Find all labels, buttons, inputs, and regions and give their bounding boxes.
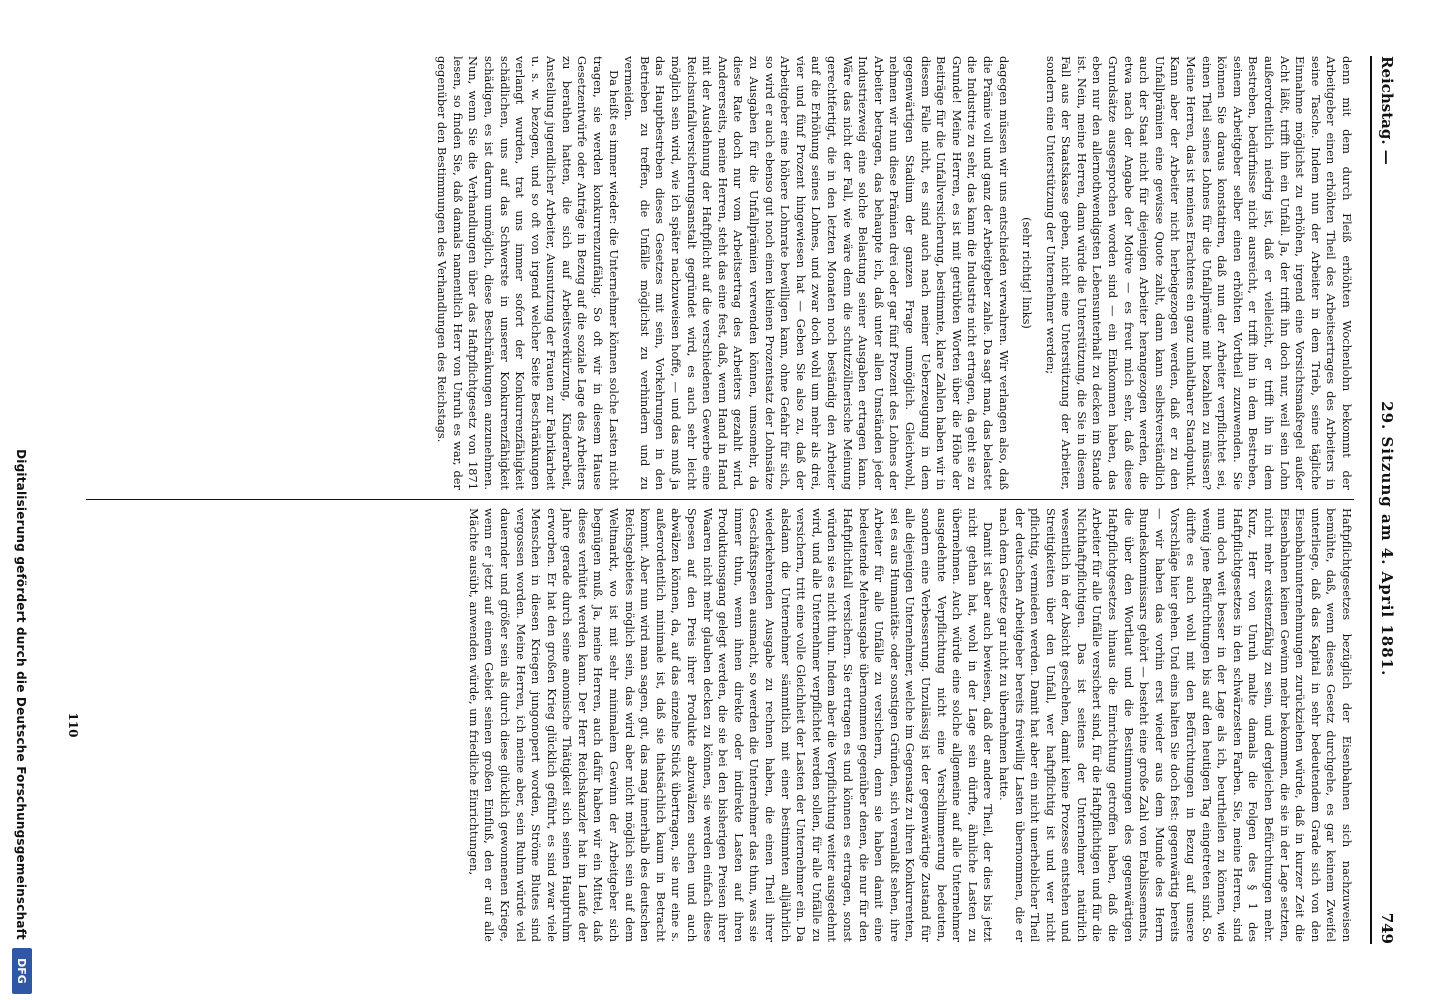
header-left: Reichstag. —: [1378, 56, 1396, 165]
paragraph: dagegen müssen wir uns entschieden verwahren. Wir verlangen also, daß die Prämie voll und ganz der Arbeitgeber zahle. Da sagt man, das belastet die Industrie zu sehr, das kann die Industrie nicht ertragen, da geht sie zu Grunde! Meine Herren, es ist mit getrübten Worten über die Höhe der Beiträge für die Unfallversicherung, bestimmte, klare Zahlen haben wir in diesem Falle nicht, es sind auch nach meiner Ueberzeugung in dem gegenwärtigen Stadium der ganzen Frage unmöglich. Gleichwohl, nehmen wir nun diese Prämien drei oder gar fünf Prozent des Lohnes der Arbeiter betragen, das behaupte ich, daß unter allen Umständen jeder Industriezweig eine solche Belastung seiner Ausgaben ertragen kann. Wäre das nicht der Fall, wie wäre denn die schutzzöllnerische Meinung gerechtfertigt, die in den letzten Monaten noch beständig den Arbeiter auf die Erhöhung seines Lohnes, und zwar doch wohl um mehr als drei, vier und fünf Prozent hingewiesen hat — Geben Sie also zu, daß der Arbeitgeber eine höhere Lohnrate bewilligen kann, ohne Gefahr für sich, so wird er auch ebenso gut noch einen kleinen Prozentsatz der Lohnsätze zu Ausgaben für die Unfallprämien verwenden können, umsomehr, da diese Rate doch nur vom Arbeitsertrag des Arbeiters gezahlt wird. Andererseits, meine Herren, steht das eine fest, daß, wenn Hand in Hand mit der Ausdehnung der Haftpflicht auf die verschiedenen Gewerbe eine Reichsunfallversicherungsanstalt gegründet wird, es auch sehr leicht möglich sein wird, wie ich später nachzuweisen hoffe, — und das muß ja das Hauptbestreben dieses Gesetzes mit sein, Vorkehrungen in den Betrieben zu treffen, die Unfälle möglichst zu verhindern und zu vermeiden.: [622, 56, 1011, 490]
header-session-date: 29. Sitzung am 4. April 1881.: [1378, 401, 1396, 677]
paragraph: denn mit dem durch Fleiß erhöhten Wochenlohn bekommt der Arbeitgeber einen erhöhten Theil des Arbeitsertrages des Arbeiters in seine Tasche. Indem nun der Arbeiter in dem Trieb, seine tägliche Einnahme möglichst zu erhöhen, irgend eine Vorsichtsmaßregel außer Acht läßt, trifft ihn ein Unfall. Ja, der trifft ihn doch nur, weil sein Lohn außerordentlich niedrig ist, daß er vielleicht, er trifft ihn in dem Bestreben, bedürfnisse nicht ausreicht, er trifft ihn in dem Bestreben, seinem Arbeitgeber selber einen erhöhten Vortheil zuzuwenden. Sie können Sie daraus konstatiren, daß nun der Arbeiter verpflichtet sei, einen Theil seines Lohnes für die Unfallprämie mit bezahlen zu müssen? Meine Herren, das ist meines Erachtens ein ganz unhaltbarer Standpunkt. Kann aber der Arbeiter nicht herbeigezogen werden, daß er zu den Unfallprämien eine gewisse Quote zahlt, dann kann selbstverständlich auch der Staat nicht für diejenigen Arbeiter herangezogen werden, die etwa nach der Angabe der Motive — es freut mich sehr, daß diese Grundsätze ausgesprochen worden sind — ein Einkommen haben, das eben nur den allernothwendigsten Lebensunterhalt zu decken im Stande ist. Nein, meine Herren, dann würde die Unterstützung, die Sie in diesem Fall aus der Staatskasse geben, nicht eine Unterstützung der Arbeiter, sondern eine Unterstützung der Unternehmer werden;: [1043, 56, 1354, 490]
paragraph: Haftpflichtgesetzes bezüglich der Eisenbahnen sich nachzuweisen bemühte, daß, wenn dieses Gesetz durchgehe, es gar keinem Zweifel unterliege, daß das Kapital in sehr bedeutendem Grade sich von den Eisenbahnunternehmungen zurückziehen würde, daß in kurzer Zeit die Eisenbahnen keinen Gewinn mehr bekommen, die sie in der Lage setzten, nicht mehr existenzfähig zu sein, und dergleichen Befürchtungen mehr. Kurz, Herr von Unruh malte damals die Folgen des § 1 des Haftpflichtgesetzes in den schwärzesten Farben. Sie, meine Herren, sind nun doch weit besser in der Lage als ich, beurtheilen zu können, wie wenig jene Befürchtungen bis auf den heutigen Tag eingetreten sind. So dürfte es auch wohl mit den Befürchtungen in Bezug auf unsere Vorschläge hier gehen. Und eins halten Sie doch fest: gegenwärtig bereits — wir haben das vorhin erst wieder aus dem Munde des Herrn Bundeskommissars gehört — besteht eine große Zahl von Etablissements, die über den Wortlaut und die Bestimmungen des gegenwärtigen Haftpflichtgesetzes hinaus die Einrichtung getroffen haben, daß die Arbeiter für alle Unfälle versichert sind, für die Haftpflichtigen und für die Nichthaftpflichtigen. Das ist seitens der Unternehmer natürlich wesentlich in der Absicht geschehen, damit keine Prozesse entstehen und Streitigkeiten über den Unfall, wer haftpflichtig ist und wer nicht pflichtig, vermieden werden. Damit hat aber ein nicht unerheblicher Theil der deutschen Arbeitgeber bereits freiwillig Lasten übernommen, die er nach dem Gesetze gar nicht zu übernehmen hatte.: [996, 508, 1354, 942]
page-header: [1370, 56, 1402, 944]
left-column: [86, 56, 1354, 490]
header-page-number: 749: [1378, 912, 1396, 944]
paragraph: Da heißt es immer wieder: die Unternehmer können solche Lasten nicht tragen, sie werden konkurrenzunfähig. So oft wir in diesem Hause Gesetzentwürfe oder Anträge in Bezug auf die soziale Lage des Arbeiters zu berathen hatten, die sich auf Arbeitsverkürzung, Kinderarbeit, Anstellung jugendlicher Arbeiter, Ausnutzung der Frauen zur Fabrikarbeit u. s. w. bezogen, und so oft von irgend welcher Seite Beschränkungen verlangt wurden, trat uns immer sofort der Konkurrenzfähigkeit schädlichen, uns auf das Schwerste in unserer Konkurrenzfähigkeit schädigen, es ist darum unmöglich, diese Beschränkungen anzunehmen. Nun, wenn Sie die Verhandlungen über das Haftpflichtgesetz von 1871 lesen, so finden Sie, daß damals namentlich Herr von Unruh es war, der gegenüber den Bestimmungen des Verhandlungen des Reichstags.: [435, 56, 621, 490]
digitization-note: Digitalisierung gefördert durch die Deutsche Forschungsgemeinschaft: [14, 449, 28, 940]
interjection: (sehr richtig! links): [1020, 217, 1035, 329]
right-column: [86, 508, 1354, 942]
column-divider: [86, 499, 1354, 500]
paragraph: Damit ist aber auch bewiesen, daß der andere Theil, der dies bis jetzt nicht gethan hat, wohl in der Lage sein dürfte, ähnliche Lasten zu übernehmen. Auch würde eine solche allgemeine auf alle Unternehmer ausgedehnte Verpflichtung nicht eine Verschlimmerung bedeuten, sondern eine Verbesserung. Unzulässig ist der gegenwärtige Zustand für alle diejenigen Unternehmer, welche im Gegensatz zu ihren Konkurrenten, sei es aus Humanitäts- oder sonstigen Gründen, sich veranlaßt sehen, ihre Arbeiter für alle Unfälle zu versichern, denn sie haben damit eine bedeutende Mehrausgabe übernommen gegenüber denen, die nur für den Haftpflichtfall versichern. Sie ertragen es und können es ertragen, sonst würden sie es nicht thun. Indem aber die Verpflichtung weiter ausgedehnt wird, und alle Unternehmer verpflichtet werden sollen, für alle Unfälle zu versichern, tritt eine volle Gleichheit der Lasten der Unternehmer ein. Da alsdann die Unternehmer sämmtlich mit einer bestimmten alljährlich wiederkehrenden Ausgabe zu rechnen haben, die einen Theil ihrer Geschäftsspesen ausmacht, so werden die Unternehmer das thun, was sie immer thun, wenn ihnen direkte oder indirekte Lasten auf ihren Produktionsgang gelegt werden, die sie bei den bisherigen Preisen ihrer Waaren nicht mehr glauben decken zu können, sie werden einfach diese Spesen auf den Preis ihrer Produkte abzuwälzen suchen und auch abwälzen können, da, auf das einzelne Stück übertragen, sie nur eine s. außerordentlich minimale ist, daß sie thatsächlich kaum in Betracht kommt. Aber nun wird man sagen, gut, das mag innerhalb des deutschen Reichsgebietes möglich sein, das wird aber nicht möglich sein auf dem Weltmarkt, wo ist mit sehr minimalem Gewinn der Arbeitgeber sich begnügen muß. Ja, meine Herren, auch dafür haben wir ein Mittel, daß dieses verhütet werden kann. Der Herr Reichskanzler hat im Laufe der Jahre gerade durch seine anomische Thätigkeit sich seinen Hauptruhm erworben. Er hat den großen Krieg glücklich geführt, es sind zwar viele Menschen in diesen Kriegen jungonopert worden, Ströme Blutes sind vergossen worden. Meine Herren, ich meine aber, sein Ruhm würde viel dauernder und größer sein als durch diese glücklich gewonnenen Kriege, wenn er jetzt auf einem Gebiet seinen großen Einfluß, den er auf alle Mächte ausübt, anwenden würde, um friedliche Einrichtungen,: [466, 508, 996, 942]
dfg-logo: DFG: [12, 948, 32, 994]
footer-page-number: 110: [66, 712, 80, 738]
